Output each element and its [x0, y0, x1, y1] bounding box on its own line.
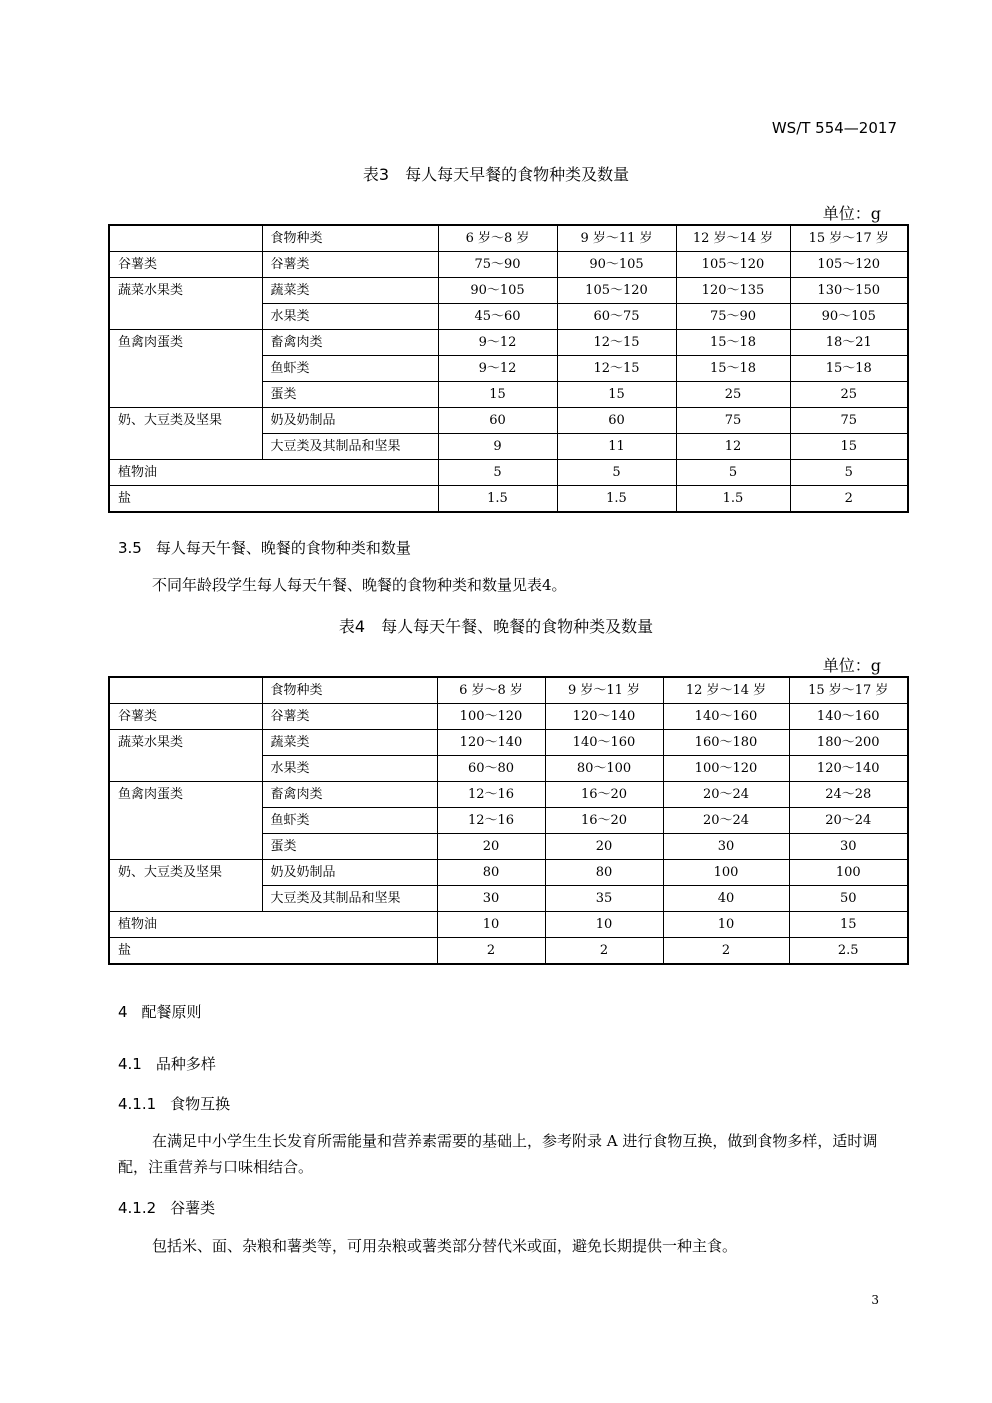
table4-caption: 表4 每人每天午餐、晚餐的食物种类及数量	[338, 617, 654, 636]
value-cell: 9	[438, 434, 557, 460]
table-row	[109, 730, 908, 756]
header-age-group: 6 岁～8 岁	[437, 677, 545, 704]
section-number: 3.5	[118, 539, 142, 557]
header-age-group: 12 岁～14 岁	[676, 225, 790, 252]
value-cell: 75	[676, 408, 790, 434]
value-cell: 5	[438, 460, 557, 486]
value-cell: 10	[663, 912, 789, 938]
section-4-1-2-paragraph: 包括米、面、杂粮和薯类等，可用杂粮或薯类部分替代米或面，避免长期提供一种主食。	[152, 1237, 738, 1255]
value-cell: 140～160	[663, 704, 789, 730]
table-row	[109, 486, 908, 513]
section-4-1-1-heading	[118, 1093, 230, 1114]
value-cell: 30	[437, 886, 545, 912]
food-type-cell: 奶及奶制品	[262, 408, 438, 434]
value-cell: 5	[676, 460, 790, 486]
value-cell: 100～120	[437, 704, 545, 730]
value-cell: 140～160	[545, 730, 663, 756]
value-cell: 60～75	[557, 304, 676, 330]
value-cell: 75～90	[438, 252, 557, 278]
section-4-1-heading	[118, 1053, 216, 1074]
food-type-cell: 鱼虾类	[262, 356, 438, 382]
value-cell: 30	[789, 834, 908, 860]
value-cell: 9～12	[438, 330, 557, 356]
value-cell: 15～18	[676, 330, 790, 356]
value-cell: 20～24	[789, 808, 908, 834]
value-cell: 120～140	[789, 756, 908, 782]
value-cell: 120～135	[676, 278, 790, 304]
category-cell: 蔬菜水果类	[109, 730, 262, 782]
section-title: 配餐原则	[141, 1003, 202, 1021]
value-cell: 60	[557, 408, 676, 434]
value-cell: 80～100	[545, 756, 663, 782]
table4-unit: 单位：g	[822, 656, 881, 675]
value-cell: 15	[790, 434, 908, 460]
category-cell: 谷薯类	[109, 252, 262, 278]
table-header-row	[109, 677, 908, 704]
table-row	[109, 330, 908, 356]
table3-unit: 单位：g	[822, 204, 881, 223]
header-age-group: 9 岁～11 岁	[557, 225, 676, 252]
value-cell: 16～20	[545, 782, 663, 808]
category-cell: 鱼禽肉蛋类	[109, 330, 262, 408]
table-row	[109, 938, 908, 965]
table-row	[109, 782, 908, 808]
value-cell: 1.5	[676, 486, 790, 513]
section-number: 4	[118, 1003, 128, 1021]
food-type-cell: 蛋类	[262, 382, 438, 408]
value-cell: 180～200	[789, 730, 908, 756]
value-cell: 75	[790, 408, 908, 434]
value-cell: 2	[790, 486, 908, 513]
value-cell: 120～140	[437, 730, 545, 756]
table-row	[109, 252, 908, 278]
food-type-cell: 奶及奶制品	[262, 860, 437, 886]
header-age-group: 15 岁～17 岁	[790, 225, 908, 252]
header-age-group: 15 岁～17 岁	[789, 677, 908, 704]
value-cell: 10	[545, 912, 663, 938]
value-cell: 18～21	[790, 330, 908, 356]
table-row	[109, 408, 908, 434]
value-cell: 2	[545, 938, 663, 965]
header-blank-cell	[109, 225, 262, 252]
section-number: 4.1.1	[118, 1095, 157, 1113]
food-type-cell: 蛋类	[262, 834, 437, 860]
section-number: 4.1	[118, 1055, 142, 1073]
food-type-cell: 大豆类及其制品和坚果	[262, 886, 437, 912]
value-cell: 100	[789, 860, 908, 886]
value-cell: 9～12	[438, 356, 557, 382]
value-cell: 100	[663, 860, 789, 886]
value-cell: 20～24	[663, 808, 789, 834]
value-cell: 60～80	[437, 756, 545, 782]
value-cell: 80	[545, 860, 663, 886]
value-cell: 60	[438, 408, 557, 434]
value-cell: 12	[676, 434, 790, 460]
food-type-cell: 畜禽肉类	[262, 782, 437, 808]
food-type-cell: 大豆类及其制品和坚果	[262, 434, 438, 460]
value-cell: 105～120	[790, 252, 908, 278]
table3-caption: 表3 每人每天早餐的食物种类及数量	[362, 165, 630, 184]
table-row	[109, 460, 908, 486]
value-cell: 25	[676, 382, 790, 408]
value-cell: 10	[437, 912, 545, 938]
value-cell: 90～105	[557, 252, 676, 278]
value-cell: 105～120	[557, 278, 676, 304]
value-cell: 2	[437, 938, 545, 965]
header-age-group: 12 岁～14 岁	[663, 677, 789, 704]
category-cell: 盐	[109, 486, 438, 513]
value-cell: 120～140	[545, 704, 663, 730]
value-cell: 15	[789, 912, 908, 938]
value-cell: 130～150	[790, 278, 908, 304]
category-cell: 奶、大豆类及坚果	[109, 860, 262, 912]
header-food-type: 食物种类	[262, 225, 438, 252]
value-cell: 75～90	[676, 304, 790, 330]
food-type-cell: 谷薯类	[262, 252, 438, 278]
section-title: 谷薯类	[170, 1199, 216, 1217]
value-cell: 105～120	[676, 252, 790, 278]
value-cell: 15～18	[676, 356, 790, 382]
food-type-cell: 鱼虾类	[262, 808, 437, 834]
value-cell: 12～15	[557, 356, 676, 382]
value-cell: 12～15	[557, 330, 676, 356]
food-type-cell: 水果类	[262, 756, 437, 782]
value-cell: 15～18	[790, 356, 908, 382]
table-header-row	[109, 225, 908, 252]
food-type-cell: 蔬菜类	[262, 278, 438, 304]
table-row	[109, 278, 908, 304]
value-cell: 15	[438, 382, 557, 408]
value-cell: 1.5	[557, 486, 676, 513]
food-type-cell: 水果类	[262, 304, 438, 330]
value-cell: 12～16	[437, 782, 545, 808]
section-3-5-heading	[118, 537, 411, 558]
header-food-type: 食物种类	[262, 677, 437, 704]
section-4-heading	[118, 1001, 202, 1022]
value-cell: 30	[663, 834, 789, 860]
value-cell: 5	[557, 460, 676, 486]
page-number: 3	[871, 1293, 879, 1307]
value-cell: 35	[545, 886, 663, 912]
table-row	[109, 704, 908, 730]
table4	[108, 676, 909, 965]
value-cell: 20	[545, 834, 663, 860]
section-4-1-1-paragraph: 在满足中小学生生长发育所需能量和营养素需要的基础上，参考附录 A 进行食物互换，做到食物多样，适时调配，注重营养与口味相结合。	[118, 1132, 878, 1176]
table-row	[109, 912, 908, 938]
value-cell: 40	[663, 886, 789, 912]
table-row	[109, 860, 908, 886]
value-cell: 100～120	[663, 756, 789, 782]
table3	[108, 224, 909, 513]
category-cell: 盐	[109, 938, 437, 965]
section-title: 每人每天午餐、晚餐的食物种类和数量	[155, 539, 411, 557]
section-number: 4.1.2	[118, 1199, 157, 1217]
section-3-5-paragraph: 不同年龄段学生每人每天午餐、晚餐的食物种类和数量见表4。	[152, 576, 567, 594]
category-cell: 蔬菜水果类	[109, 278, 262, 330]
standard-code: WS/T 554—2017	[771, 119, 897, 137]
category-cell: 植物油	[109, 912, 437, 938]
category-cell: 植物油	[109, 460, 438, 486]
value-cell: 5	[790, 460, 908, 486]
value-cell: 45～60	[438, 304, 557, 330]
category-cell: 奶、大豆类及坚果	[109, 408, 262, 460]
value-cell: 25	[790, 382, 908, 408]
food-type-cell: 蔬菜类	[262, 730, 437, 756]
value-cell: 80	[437, 860, 545, 886]
value-cell: 24～28	[789, 782, 908, 808]
value-cell: 11	[557, 434, 676, 460]
section-title: 品种多样	[155, 1055, 216, 1073]
food-type-cell: 谷薯类	[262, 704, 437, 730]
value-cell: 20～24	[663, 782, 789, 808]
section-4-1-2-heading	[118, 1197, 215, 1218]
value-cell: 2	[663, 938, 789, 965]
value-cell: 90～105	[790, 304, 908, 330]
value-cell: 50	[789, 886, 908, 912]
header-blank-cell	[109, 677, 262, 704]
value-cell: 160～180	[663, 730, 789, 756]
value-cell: 90～105	[438, 278, 557, 304]
value-cell: 140～160	[789, 704, 908, 730]
value-cell: 20	[437, 834, 545, 860]
value-cell: 16～20	[545, 808, 663, 834]
value-cell: 15	[557, 382, 676, 408]
header-age-group: 9 岁～11 岁	[545, 677, 663, 704]
value-cell: 12～16	[437, 808, 545, 834]
food-type-cell: 畜禽肉类	[262, 330, 438, 356]
value-cell: 2.5	[789, 938, 908, 965]
category-cell: 谷薯类	[109, 704, 262, 730]
section-title: 食物互换	[170, 1095, 231, 1113]
category-cell: 鱼禽肉蛋类	[109, 782, 262, 860]
header-age-group: 6 岁～8 岁	[438, 225, 557, 252]
value-cell: 1.5	[438, 486, 557, 513]
